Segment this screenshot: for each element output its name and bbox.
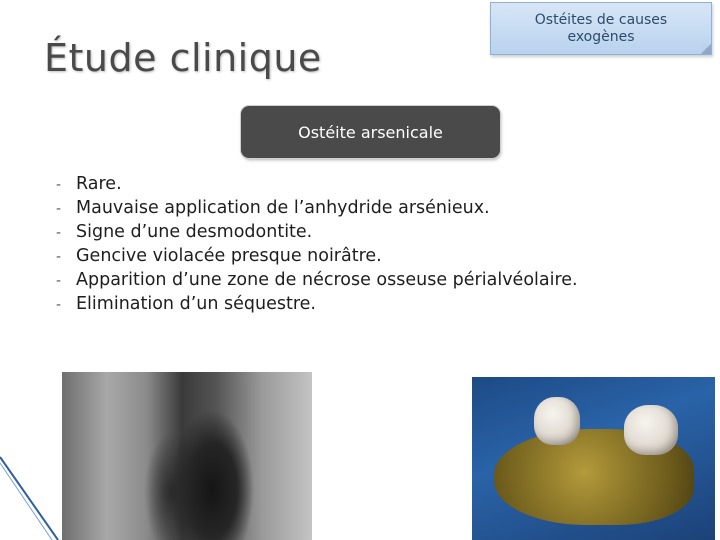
- bullet-list: [56, 174, 578, 318]
- topic-tag: [490, 2, 712, 55]
- page-fold-decoration: [701, 44, 711, 54]
- specimen-photo: [472, 377, 715, 540]
- section-heading-label: Ostéite arsenicale: [298, 122, 443, 142]
- list-item: [56, 222, 578, 246]
- list-item-text: Apparition d’une zone de nécrose osseuse périalvéolaire.: [76, 270, 578, 290]
- slide-title: Étude clinique: [44, 36, 322, 80]
- corner-decoration: [0, 455, 60, 540]
- list-item-text: Gencive violacée presque noirâtre.: [76, 246, 382, 266]
- bullet-marker: -: [56, 249, 62, 265]
- list-item-text: Mauvaise application de l’anhydride arsénieux.: [76, 198, 490, 218]
- list-item-text: Elimination d’un séquestre.: [76, 294, 316, 314]
- list-item: [56, 270, 578, 294]
- bullet-marker: -: [56, 225, 62, 241]
- bullet-marker: -: [56, 177, 62, 193]
- bullet-marker: -: [56, 201, 62, 217]
- list-item: [56, 246, 578, 270]
- tooth-shape: [534, 397, 580, 445]
- list-item-text: Signe d’une desmodontite.: [76, 222, 313, 242]
- topic-tag-label: Ostéites de causes exogènes: [534, 11, 668, 45]
- list-item: [56, 174, 578, 198]
- list-item: [56, 198, 578, 222]
- list-item-text: Rare.: [76, 174, 122, 194]
- bullet-marker: -: [56, 273, 62, 289]
- bullet-marker: -: [56, 297, 62, 313]
- section-heading: [241, 106, 500, 158]
- list-item: [56, 294, 578, 318]
- radiograph-image: [62, 372, 312, 540]
- tooth-shape: [624, 405, 678, 455]
